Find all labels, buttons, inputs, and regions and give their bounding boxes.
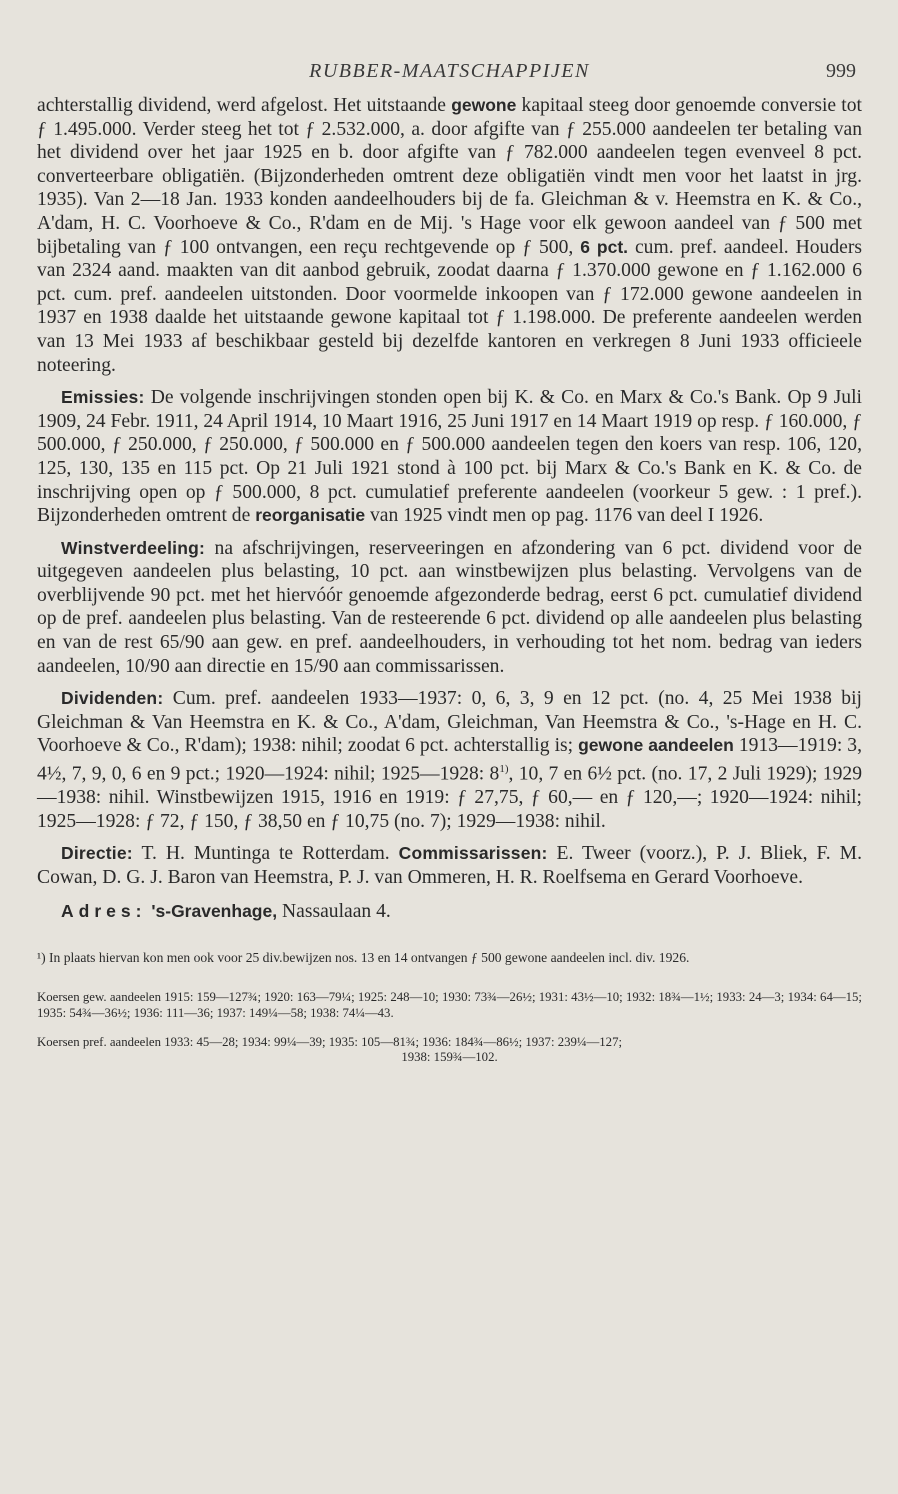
bold-term: reorganisatie: [255, 505, 366, 526]
text-run: achterstallig dividend, werd afgelost. Het uitstaande: [37, 95, 452, 116]
text-run: van 1925 vindt men op pag. 1176 van deel I 1926.: [365, 505, 764, 527]
section-lead: Winstverdeeling:: [61, 537, 206, 558]
bold-term: gewone aandeelen: [578, 735, 734, 756]
section-lead: Adres:: [61, 900, 147, 921]
bold-term: gewone: [451, 95, 517, 115]
text-run: 1913—1919: 3, 4½, 7, 9, 0, 6 en 9 pct.; 1920—1924: nihil; 1925—1928: 8: [37, 735, 862, 785]
koersen-gewone-aandeelen: Koersen gew. aandeelen 1915: 159—127¾; 1920: 163—79¼; 1925: 248—10; 1930: 73¾—26½; 1931: 43½—10; 1932: 18¾—1½; 1933: 24—3; 1934: 64—15; 1935: 54¾—36½; 1936: 111—36; 1937: 149¼—58; 1938: 74¼—43.: [37, 990, 862, 1020]
text-run: 1938: 159¾—102.: [401, 1050, 498, 1065]
paragraph-adres: [37, 900, 862, 924]
text-run: Koersen pref. aandeelen 1933: 45—28; 1934: 99¼—39; 1935: 105—81¾; 1936: 184¾—86½; 1937: 239¼—127;: [37, 1034, 623, 1049]
text-run: E. Tweer (voorz.), P. J. Bliek, F. M. Cowan, D. G. J. Baron van Heemstra, P. J. van Ommeren, H. R. Roelfsema en Gerard Voorhoeve.: [37, 843, 862, 888]
paragraph-winstverdeeling: [37, 537, 862, 679]
text-run: cum. pref. aandeel. Houders van 2324 aand. maakten van dit aanbod gebruik, zoodat daarna ƒ 1.370.000 gewone en ƒ 1.162.000 6 pct. cum. pref. aandeelen uitstonden. Door voormelde inkoopen van ƒ 172.000 gewone aandeelen in 1937 en 1938 daalde het uitstaande gewone kapitaal tot ƒ 1.198.000. De preferente aandeelen werden van 13 Mei 1933 af beschikbaar gesteld bij dezelfde kantoren en verkregen 8 Juni 1933 officieele noteering.: [37, 236, 862, 376]
text-run: T. H. Muntinga te Rotterdam.: [132, 843, 399, 865]
page-number: 999: [826, 60, 856, 82]
koersen-pref-aandeelen: [37, 1035, 862, 1067]
section-lead: Emissies:: [61, 387, 145, 408]
footnote-text: In plaats hiervan kon men ook voor 25 div.bewijzen nos. 13 en 14 ontvangen ƒ 500 gewone aandeelen incl. div. 1926.: [45, 950, 690, 966]
text-run: , 10, 7 en 6½ pct. (no. 17, 2 Juli 1929); 1929—1938: nihil. Winstbewijzen 1915, 1916 en 1919: ƒ 27,75, ƒ 60,— en ƒ 120,—; 1920—1924: nihil; 1925—1928: ƒ 72, ƒ 150, ƒ 38,50 en ƒ 10,75 (no. 7); 1929—1938: nihil.: [37, 763, 862, 832]
text-run: Nassaulaan 4.: [277, 900, 391, 922]
footnote-marker: ¹): [37, 950, 46, 966]
text-run: Cum. pref. aandeelen 1933—1937: 0, 6, 3, 9 en 12 pct. (no. 4, 25 Mei 1938 bij Gleichman & Van Heemstra en K. & Co., A'dam, Gleichman, Van Heemstra & Co., 's-Hage en H. C. Voorhoeve & Co., R'dam); 1938: nihil; zoodat 6 pct. achterstallig is;: [37, 688, 862, 757]
text-run: kapitaal steeg door genoemde conversie tot ƒ 1.495.000. Verder steeg het tot ƒ 2.532.000, a. door afgifte van ƒ 255.000 aandeelen ter betaling van het dividend over het jaar 1925 en b. door afgifte van ƒ 782.000 aandeelen tegen evenveel 8 pct. converteerbare obligatiën. (Bijzonderheden omtrent deze obligatiën vindt men voor het laatst in jrg. 1935). Van 2—18 Jan. 1933 konden aandeelhouders bij de fa. Gleichman & v. Heemstra en K. & Co., A'dam, H. C. Voorhoeve & Co., R'dam en de Mij. 's Hage voor elk gewoon aandeel van ƒ 500 met bijbetaling van ƒ 100 ontvangen, een reçu rechtgevende op ƒ 500,: [37, 95, 862, 258]
section-lead: Dividenden:: [61, 688, 164, 709]
paragraph-dividenden: [37, 687, 862, 833]
page-header: [37, 54, 862, 94]
bold-term: 's-Gravenhage,: [151, 900, 278, 921]
bold-term: 6 pct.: [580, 236, 629, 257]
paragraph-directie: [37, 842, 862, 889]
section-lead: Commissarissen:: [398, 843, 548, 864]
footnote-ref: 1): [499, 763, 509, 776]
footnote: [37, 949, 862, 966]
text-run: na afschrijvingen, reserveeringen en afzondering van 6 pct. dividend voor de uitgegeven aandeelen plus belasting, 10 pct. aan winstbewijzen plus belasting. Vervolgens van de overblijvende 90 pct. met het hiervóór genoemde afgezonderde bedrag, eerst 6 pct. cumulatief dividend op de pref. aandeelen plus belasting. Van de resteerende 6 pct. dividend op alle aandeelen plus belasting en van de rest 65/90 aan gew. en pref. aandeelhouders, in verhouding tot het nom. bedrag van ieders aandeelen, 10/90 aan directie en 15/90 aan commissarissen.: [37, 537, 862, 677]
text-run: De volgende inschrijvingen stonden open bij K. & Co. en Marx & Co.'s Bank. Op 9 Juli 1909, 24 Febr. 1911, 24 April 1914, 10 Maart 1916, 25 Juni 1917 en 14 Maart 1919 op resp. ƒ 160.000, ƒ 500.000, ƒ 250.000, ƒ 250.000, ƒ 500.000 en ƒ 500.000 aandeelen tegen den koers van resp. 106, 120, 125, 130, 135 en 115 pct. Op 21 Juli 1921 stond à 100 pct. bij Marx & Co.'s Bank en K. & Co. de inschrijving open op ƒ 500.000, 8 pct. cumulatief preferente aandeelen (voorkeur 5 gew. : 1 pref.). Bijzonderheden omtrent de: [37, 387, 862, 527]
paragraph-kapitaal: [37, 94, 862, 377]
section-lead: Directie:: [61, 843, 133, 864]
paragraph-emissies: [37, 386, 862, 528]
running-title: RUBBER-MAATSCHAPPIJEN: [309, 60, 590, 82]
